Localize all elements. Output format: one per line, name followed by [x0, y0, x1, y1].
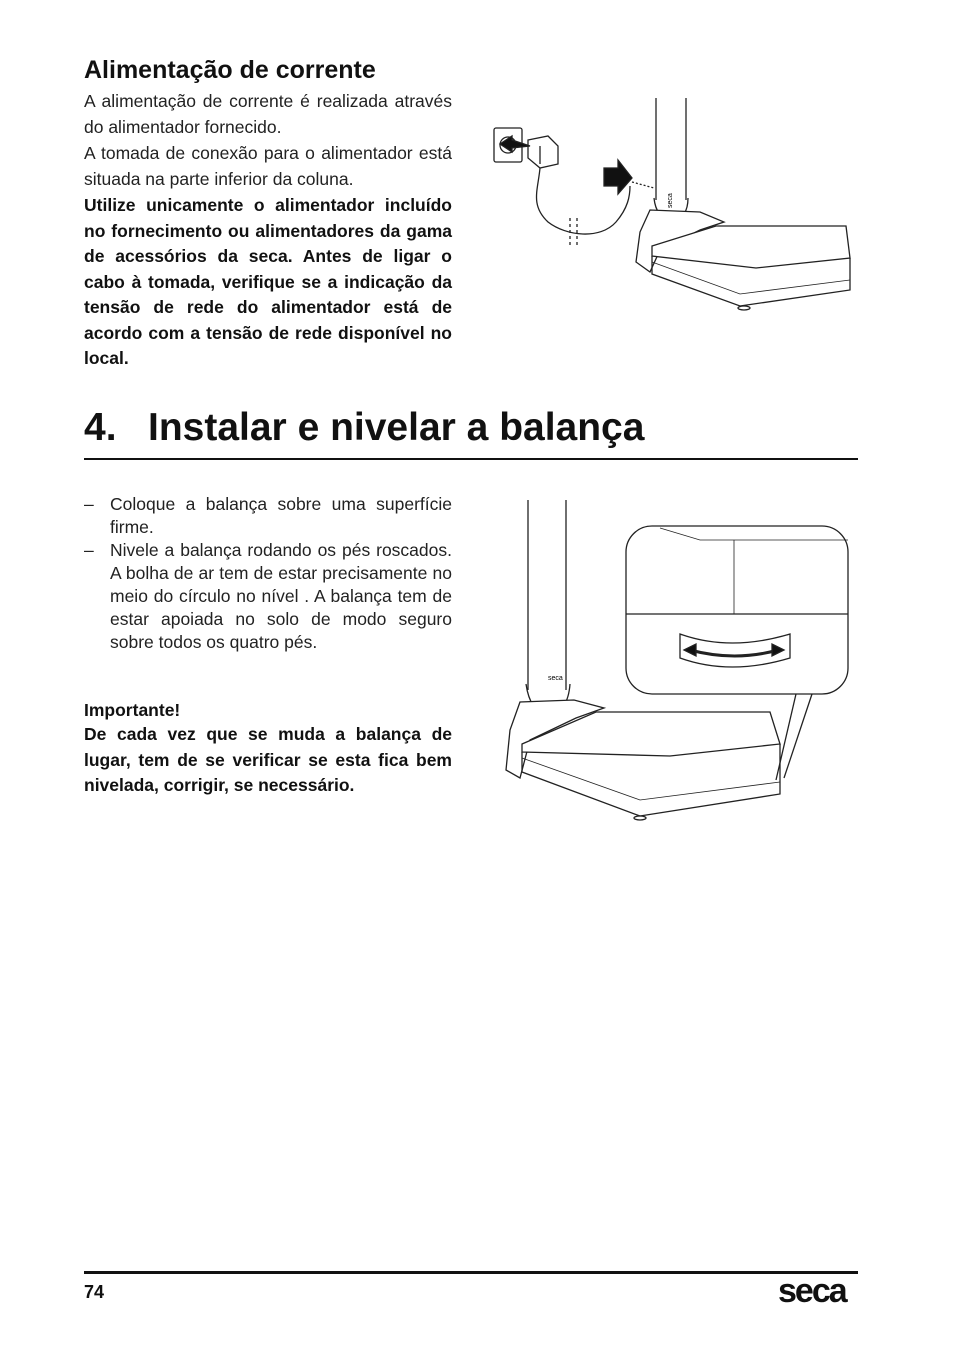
important-heading: Importante!: [84, 700, 181, 720]
step-list: [84, 493, 452, 654]
power-warning: Utilize unicamente o alimentador incluído no fornecimento ou alimentadores da gama de acessórios da seca. Antes de ligar o cabo à tomada, verifique se a indicação da tensão de rede do alimentador está de acordo com a tensão de rede disponível no local.: [84, 195, 452, 368]
detail-callout: [626, 526, 848, 694]
section-heading: Alimentação de corrente: [84, 56, 376, 84]
power-paragraph-2: A tomada de conexão para o alimentador está situada na parte inferior da coluna.: [84, 143, 452, 189]
chapter-heading: [84, 402, 858, 460]
wall-socket-icon: [494, 128, 522, 162]
chapter-title: Instalar e nivelar a balança: [148, 406, 645, 449]
rotate-arrow-icon: [690, 650, 778, 656]
page-number: 74: [84, 1282, 105, 1302]
footer-divider: [84, 1271, 858, 1274]
column-brand-label-2: seca: [548, 675, 563, 682]
power-paragraph-1: A alimentação de corrente é realizada através do alimentador fornecido.: [84, 91, 452, 137]
list-item: – Coloque a balança sobre uma superfície firme.: [84, 494, 452, 537]
chapter-number: 4.: [84, 406, 117, 449]
column-brand-label: seca: [667, 193, 674, 208]
power-adapter-icon: [528, 136, 558, 168]
important-text: De cada vez que se muda a balança de lugar, tem de se verificar se esta fica bem nivelada, corrigir, se necessário.: [84, 724, 452, 795]
brand-logo: seca: [778, 1272, 846, 1310]
list-item: – Nivele a balança rodando os pés roscados. A bolha de ar tem de estar precisamente no meio do círculo no nível . A balança tem de estar apoiada no solo de modo seguro sobre todos os quatro pés.: [84, 540, 452, 652]
